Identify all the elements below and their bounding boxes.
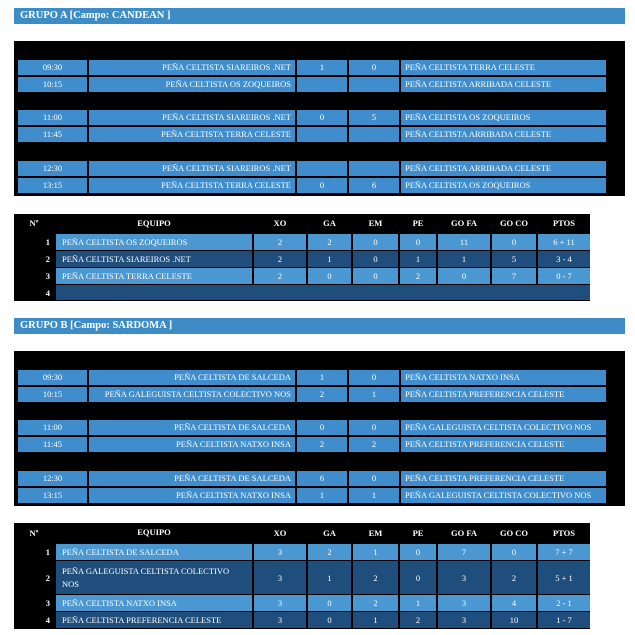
header-em: EM [353, 214, 398, 232]
header-number: Nº [14, 214, 54, 232]
table-row [14, 268, 590, 285]
row-em: 1 [353, 612, 398, 628]
match-away-team: PEÑA CELTISTA ARRIBADA CELESTE [401, 161, 606, 176]
table-row [14, 251, 590, 268]
row-position: 2 [14, 561, 54, 594]
match-away-score: 1 [349, 488, 399, 503]
match-home-team: PEÑA CELTISTA NATXO INSA [89, 488, 295, 503]
row-ga: 0 [308, 612, 351, 628]
match-home-score: 1 [297, 370, 347, 385]
table-row [14, 595, 590, 612]
match-row [18, 387, 606, 402]
row-goco: 10 [492, 612, 536, 628]
match-away-team: PEÑA CELTISTA ARRIBADA CELESTE [401, 77, 606, 92]
match-time: 12:30 [18, 161, 87, 176]
match-away-score: 0 [349, 420, 399, 435]
row-ga: 0 [308, 595, 351, 611]
match-time: 11:45 [18, 127, 87, 142]
row-em: 0 [353, 268, 398, 284]
row-em: 0 [353, 251, 398, 267]
match-time: 11:00 [18, 110, 87, 125]
table-row [14, 612, 590, 629]
row-team: PEÑA CELTISTA SIAREIROS .NET [56, 251, 252, 267]
match-time: 10:15 [18, 77, 87, 92]
row-team: PEÑA CELTISTA OS ZOQUEIROS [56, 234, 252, 250]
header-team: EQUIPO [56, 214, 252, 232]
row-ga: 0 [308, 268, 351, 284]
row-position: 4 [14, 612, 54, 628]
row-position: 1 [14, 234, 54, 250]
header-gofa: GO FA [438, 523, 490, 542]
match-home-team: PEÑA CELTISTA DE SALCEDA [89, 370, 295, 385]
match-away-team: PEÑA CELTISTA NATXO INSA [401, 370, 606, 385]
header-gofa: GO FA [438, 214, 490, 232]
row-pe: 2 [400, 268, 436, 284]
match-away-team: PEÑA CELTISTA PREFERENCIA CELESTE [401, 437, 606, 452]
row-pe: 0 [400, 544, 436, 560]
standings-header-row [14, 523, 590, 543]
match-home-team: PEÑA GALEGUISTA CELTISTA COLECTIVO NOS [89, 387, 295, 402]
row-position: 2 [14, 251, 54, 267]
row-goco: 4 [492, 595, 536, 611]
header-goco: GO CO [492, 214, 536, 232]
row-ga: 1 [308, 251, 351, 267]
match-home-team: PEÑA CELTISTA SIAREIROS .NET [89, 60, 295, 75]
row-goco: 0 [492, 544, 536, 560]
match-row [18, 178, 606, 193]
match-away-score: 2 [349, 437, 399, 452]
standings-header-row [14, 214, 590, 233]
row-ga: 2 [308, 544, 351, 560]
row-gofa: 11 [438, 234, 490, 250]
match-away-team: PEÑA CELTISTA OS ZOQUEIROS [401, 178, 606, 193]
row-team: PEÑA CELTISTA TERRA CELESTE [56, 268, 252, 284]
match-home-score [297, 161, 347, 176]
row-position: 4 [14, 285, 54, 300]
row-ga: 1 [308, 561, 351, 594]
row-ptos: 0 - 7 [538, 268, 590, 284]
header-ptos: PTOS [538, 214, 590, 232]
row-ptos: 5 + 1 [538, 561, 590, 594]
row-xo: 3 [254, 561, 306, 594]
match-time: 09:30 [18, 370, 87, 385]
match-away-score [349, 77, 399, 92]
header-number: Nº [14, 523, 54, 542]
row-pe: 1 [400, 251, 436, 267]
match-home-score: 1 [297, 60, 347, 75]
table-row [14, 561, 590, 595]
match-home-team: PEÑA CELTISTA DE SALCEDA [89, 420, 295, 435]
header-em: EM [353, 523, 398, 542]
row-ptos: 1 - 7 [538, 612, 590, 628]
row-goco: 0 [492, 234, 536, 250]
row-ptos: 6 + 11 [538, 234, 590, 250]
match-home-score: 0 [297, 178, 347, 193]
match-away-team: PEÑA CELTISTA ARRIBADA CELESTE [401, 127, 606, 142]
match-row [18, 161, 606, 176]
row-xo: 2 [254, 234, 306, 250]
header-pe: PE [400, 214, 436, 232]
match-away-team: PEÑA GALEGUISTA CELTISTA COLECTIVO NOS [401, 488, 606, 503]
row-pe: 0 [400, 561, 436, 594]
row-team: PEÑA CELTISTA DE SALCEDA [56, 544, 252, 560]
match-row [18, 420, 606, 435]
match-away-score: 6 [349, 178, 399, 193]
match-away-team: PEÑA CELTISTA OS ZOQUEIROS [401, 110, 606, 125]
header-team: EQUIPO [56, 523, 252, 542]
row-xo: 2 [254, 268, 306, 284]
match-time: 11:45 [18, 437, 87, 452]
match-away-team: PEÑA CELTISTA PREFERENCIA CELESTE [401, 387, 606, 402]
row-em: 2 [353, 595, 398, 611]
row-xo: 3 [254, 612, 306, 628]
header-xo: XO [254, 523, 306, 542]
row-goco: 2 [492, 561, 536, 594]
match-row [18, 77, 606, 92]
row-team: PEÑA CELTISTA NATXO INSA [56, 595, 252, 611]
row-team [56, 285, 590, 300]
row-pe: 1 [400, 595, 436, 611]
match-home-team: PEÑA CELTISTA SIAREIROS .NET [89, 161, 295, 176]
match-away-team: PEÑA GALEGUISTA CELTISTA COLECTIVO NOS [401, 420, 606, 435]
match-home-score: 0 [297, 420, 347, 435]
group-a-standings-table [14, 214, 590, 301]
header-ga: GA [308, 523, 351, 542]
match-home-score: 6 [297, 471, 347, 486]
row-ga: 2 [308, 234, 351, 250]
row-xo: 3 [254, 544, 306, 560]
match-away-score: 0 [349, 370, 399, 385]
match-home-team: PEÑA CELTISTA TERRA CELESTE [89, 178, 295, 193]
row-pe: 2 [400, 612, 436, 628]
match-row [18, 110, 606, 125]
row-team: PEÑA CELTISTA PREFERENCIA CELESTE [56, 612, 252, 628]
row-em: 2 [353, 561, 398, 594]
table-row [14, 234, 590, 251]
match-away-score: 0 [349, 471, 399, 486]
row-goco: 7 [492, 268, 536, 284]
row-goco: 5 [492, 251, 536, 267]
row-position: 3 [14, 595, 54, 611]
match-home-score: 2 [297, 387, 347, 402]
match-row [18, 488, 606, 503]
match-home-team: PEÑA CELTISTA SIAREIROS .NET [89, 110, 295, 125]
header-ptos: PTOS [538, 523, 590, 542]
group-a-title: GRUPO A [Campo: CANDEAN ] [14, 8, 625, 24]
match-row [18, 471, 606, 486]
row-team: PEÑA GALEGUISTA CELTISTA COLECTIVO NOS [56, 561, 252, 594]
row-gofa: 0 [438, 268, 490, 284]
match-away-score [349, 127, 399, 142]
match-home-team: PEÑA CELTISTA TERRA CELESTE [89, 127, 295, 142]
match-home-team: PEÑA CELTISTA OS ZOQUEIROS [89, 77, 295, 92]
group-b-standings-table [14, 523, 590, 629]
match-time: 12:30 [18, 471, 87, 486]
match-time: 13:15 [18, 178, 87, 193]
table-row [14, 544, 590, 561]
row-em: 0 [353, 234, 398, 250]
row-ptos: 3 - 4 [538, 251, 590, 267]
row-position: 1 [14, 544, 54, 560]
match-away-score: 5 [349, 110, 399, 125]
row-xo: 3 [254, 595, 306, 611]
match-home-score: 1 [297, 488, 347, 503]
match-home-team: PEÑA CELTISTA NATXO INSA [89, 437, 295, 452]
match-home-team: PEÑA CELTISTA DE SALCEDA [89, 471, 295, 486]
row-gofa: 3 [438, 561, 490, 594]
match-away-score: 1 [349, 387, 399, 402]
match-home-score: 2 [297, 437, 347, 452]
match-away-score [349, 161, 399, 176]
row-xo: 2 [254, 251, 306, 267]
row-em: 1 [353, 544, 398, 560]
match-time: 11:00 [18, 420, 87, 435]
match-home-score [297, 127, 347, 142]
match-home-score [297, 77, 347, 92]
match-row [18, 60, 606, 75]
match-time: 13:15 [18, 488, 87, 503]
row-position: 3 [14, 268, 54, 284]
match-row [18, 127, 606, 142]
match-away-team: PEÑA CELTISTA PREFERENCIA CELESTE [401, 471, 606, 486]
match-away-team: PEÑA CELTISTA TERRA CELESTE [401, 60, 606, 75]
match-away-score: 0 [349, 60, 399, 75]
table-row [14, 285, 590, 301]
row-gofa: 7 [438, 544, 490, 560]
row-gofa: 3 [438, 595, 490, 611]
match-time: 10:15 [18, 387, 87, 402]
match-time: 09:30 [18, 60, 87, 75]
match-row [18, 437, 606, 452]
header-goco: GO CO [492, 523, 536, 542]
row-pe: 0 [400, 234, 436, 250]
match-home-score: 0 [297, 110, 347, 125]
group-b-title: GRUPO B [Campo: SARDOMA ] [14, 318, 625, 334]
match-row [18, 370, 606, 385]
row-gofa: 3 [438, 612, 490, 628]
header-pe: PE [400, 523, 436, 542]
row-ptos: 7 + 7 [538, 544, 590, 560]
row-gofa: 1 [438, 251, 490, 267]
header-ga: GA [308, 214, 351, 232]
row-ptos: 2 - 1 [538, 595, 590, 611]
header-xo: XO [254, 214, 306, 232]
